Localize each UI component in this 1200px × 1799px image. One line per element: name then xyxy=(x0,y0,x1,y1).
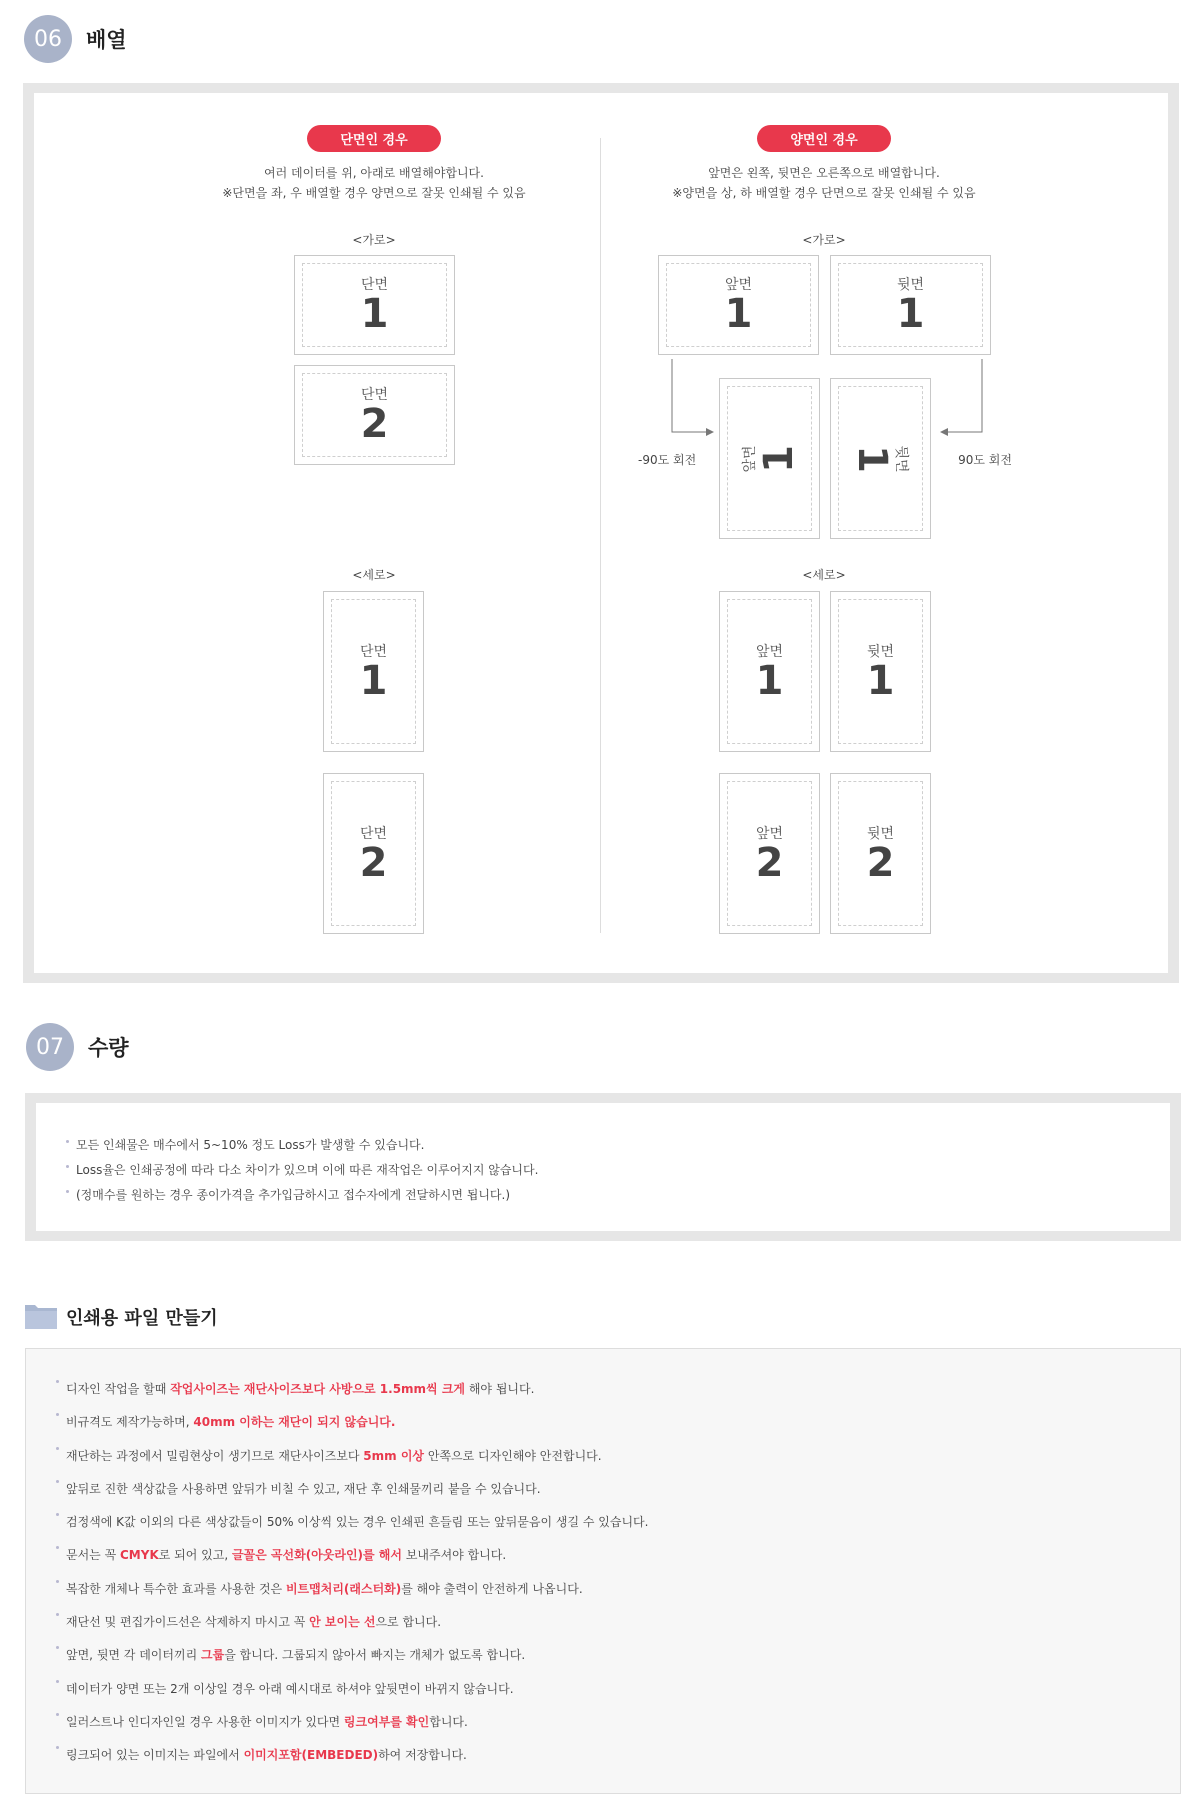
single-landscape-card-2 xyxy=(294,365,455,465)
rotate-right-label: 90도 회전 xyxy=(958,453,1012,467)
single-landscape-card-1 xyxy=(294,255,455,355)
single-sided-pill: 단면인 경우 xyxy=(307,125,441,152)
column-divider xyxy=(600,138,601,933)
card-number: 1 xyxy=(848,444,895,473)
list-item: 재단하는 과정에서 밀림현상이 생기므로 재단사이즈보다 5mm 이상 안쪽으로 디자인해야 안전합니다. xyxy=(56,1440,648,1473)
double-portrait-label: <세로> xyxy=(802,568,846,582)
single-portrait-label: <세로> xyxy=(352,568,396,582)
double-rotated-front xyxy=(719,378,820,539)
list-item: 데이터가 양면 또는 2개 이상일 경우 아래 예시대로 하셔야 앞뒷면이 바뀌지 않습니다. xyxy=(56,1673,648,1706)
list-item: 디자인 작업을 할때 작업사이즈는 재단사이즈보다 사방으로 1.5mm씩 크게 해야 됩니다. xyxy=(56,1373,648,1406)
single-portrait-card-2 xyxy=(323,773,424,934)
card-label: 단면 xyxy=(359,643,388,660)
section-06-header xyxy=(24,15,127,63)
double-landscape-back xyxy=(830,255,991,355)
card-label: 앞면 xyxy=(741,444,758,473)
card-label: 앞면 xyxy=(724,277,753,293)
card-number: 1 xyxy=(896,291,925,337)
print-file-panel xyxy=(25,1348,1181,1794)
card-number: 2 xyxy=(359,839,388,886)
list-item: 모든 인쇄물은 매수에서 5~10% 정도 Loss가 발생할 수 있습니다. xyxy=(66,1133,538,1158)
card-label: 앞면 xyxy=(755,643,784,660)
card-label: 뒷면 xyxy=(866,643,895,660)
list-item: 앞뒤로 진한 색상값을 사용하면 앞뒤가 비칠 수 있고, 재단 후 인쇄물끼리 붙을 수 있습니다. xyxy=(56,1473,648,1506)
section-title: 배열 xyxy=(86,28,127,52)
section-number-badge: 06 xyxy=(24,15,72,63)
list-item: 일러스트나 인디자인일 경우 사용한 이미지가 있다면 링크여부를 확인합니다. xyxy=(56,1706,648,1739)
double-sided-pill: 양면인 경우 xyxy=(757,125,891,152)
card-number: 1 xyxy=(360,291,389,337)
list-item: 검정색에 K값 이외의 다른 색상값들이 50% 이상씩 있는 경우 인쇄핀 흔들림 또는 앞뒤묻음이 생길 수 있습니다. xyxy=(56,1506,648,1539)
double-portrait-front-2 xyxy=(719,773,820,934)
list-item: 복잡한 개체나 특수한 효과를 사용한 것은 비트맵처리(래스터화)를 해야 출력이 안전하게 나옵니다. xyxy=(56,1573,648,1606)
card-label: 단면 xyxy=(360,387,389,403)
double-rotated-back xyxy=(830,378,931,539)
rotate-left-label: -90도 회전 xyxy=(638,453,697,467)
card-number: 1 xyxy=(866,657,895,704)
list-item: 문서는 꼭 CMYK로 되어 있고, 글꼴은 곡선화(아웃라인)를 해서 보내주셔야 합니다. xyxy=(56,1539,648,1572)
double-portrait-front-1 xyxy=(719,591,820,752)
double-sided-desc-1: 앞면은 왼쪽, 뒷면은 오른쪽으로 배열합니다. xyxy=(708,166,940,180)
folder-icon xyxy=(25,1303,57,1329)
card-label: 뒷면 xyxy=(896,277,925,293)
card-label: 앞면 xyxy=(755,825,784,842)
list-item: 비규격도 제작가능하며, 40mm 이하는 재단이 되지 않습니다. xyxy=(56,1406,648,1439)
single-sided-desc-1: 여러 데이터를 위, 아래로 배열해야합니다. xyxy=(264,166,484,180)
double-landscape-front xyxy=(658,255,819,355)
double-landscape-label: <가로> xyxy=(802,233,846,247)
card-label: 뒷면 xyxy=(866,825,895,842)
single-sided-desc-2: ※단면을 좌, 우 배열할 경우 양면으로 잘못 인쇄될 수 있음 xyxy=(222,186,526,200)
section-number-badge: 07 xyxy=(26,1023,74,1071)
card-number: 1 xyxy=(755,444,802,473)
double-sided-desc-2: ※양면을 상, 하 배열할 경우 단면으로 잘못 인쇄될 수 있음 xyxy=(672,186,976,200)
quantity-panel xyxy=(36,1103,1170,1231)
list-item: Loss율은 인쇄공정에 따라 다소 차이가 있으며 이에 따른 재작업은 이루어지지 않습니다. xyxy=(66,1158,538,1183)
card-label: 단면 xyxy=(359,825,388,842)
card-number: 2 xyxy=(755,839,784,886)
single-portrait-card-1 xyxy=(323,591,424,752)
double-portrait-back-1 xyxy=(830,591,931,752)
card-number: 2 xyxy=(360,401,389,447)
list-item: 앞면, 뒷면 각 데이터끼리 그룹을 합니다. 그룹되지 않아서 빠지는 개체가 없도록 합니다. xyxy=(56,1639,648,1672)
card-number: 1 xyxy=(755,657,784,704)
card-number: 1 xyxy=(359,657,388,704)
card-label: 단면 xyxy=(360,277,389,293)
single-landscape-label: <가로> xyxy=(352,233,396,247)
section-title: 수량 xyxy=(88,1036,129,1060)
double-portrait-back-2 xyxy=(830,773,931,934)
card-number: 2 xyxy=(866,839,895,886)
card-label: 뒷면 xyxy=(892,444,909,473)
layout-panel xyxy=(34,93,1168,973)
quantity-list xyxy=(66,1133,538,1208)
print-file-title: 인쇄용 파일 만들기 xyxy=(66,1308,218,1329)
rotate-arrow-left-icon xyxy=(668,359,718,439)
section-07-header xyxy=(26,1023,129,1071)
rotate-arrow-right-icon xyxy=(938,359,988,439)
list-item-note: (정매수를 원하는 경우 종이가격을 추가입금하시고 접수자에게 전달하시면 됩니다.) xyxy=(66,1183,538,1208)
card-number: 1 xyxy=(724,291,753,337)
list-item: 링크되어 있는 이미지는 파일에서 이미지포함(EMBEDED)하여 저장합니다. xyxy=(56,1739,648,1772)
list-item: 재단선 및 편집가이드선은 삭제하지 마시고 꼭 안 보이는 선으로 합니다. xyxy=(56,1606,648,1639)
print-file-list xyxy=(56,1373,648,1773)
